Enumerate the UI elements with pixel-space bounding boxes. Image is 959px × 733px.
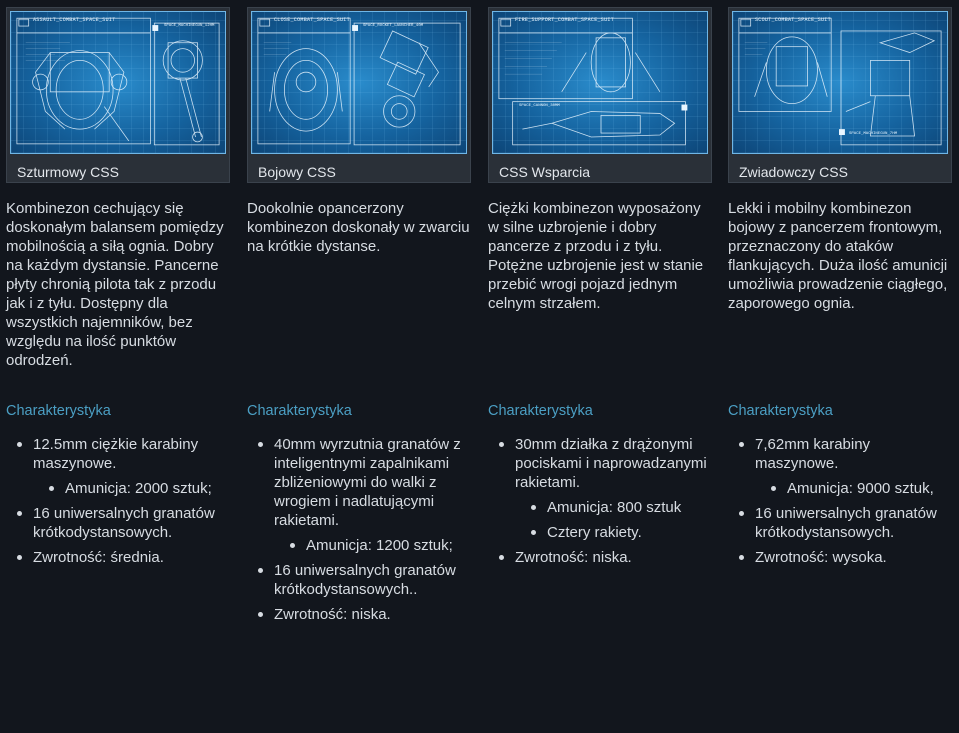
card-label: CSS Wsparcia: [499, 164, 591, 180]
feature-subitem: Amunicja: 1200 sztuk;: [306, 536, 472, 555]
feature-subitem: Amunicja: 800 sztuk: [547, 498, 713, 517]
feature-item: 40mm wyrzutnia granatów z inteligentnymi zapalnikami zbliżeniowymi do walki z wrogiem i nadlatującymi rakietami. Amunicja: 1200 sztuk;: [274, 435, 472, 555]
features-list: [6, 435, 231, 573]
suit-column-scout: [728, 7, 953, 566]
blueprint-title: CLOSE_COMBAT_SPACE_SUIT: [274, 17, 350, 23]
feature-item: Zwrotność: średnia.: [33, 548, 231, 567]
feature-item: 12.5mm ciężkie karabiny maszynowe. Amunicja: 2000 sztuk;: [33, 435, 231, 498]
features-heading: Charakterystyka: [247, 403, 352, 419]
features-heading: Charakterystyka: [6, 403, 111, 419]
blueprint-weapon-label: SPACE_CANNON_30MM: [519, 104, 560, 108]
blueprint-title: SCOUT_COMBAT_SPACE_SUIT: [755, 17, 831, 23]
feature-item: 16 uniwersalnych granatów krótkodystansowych.: [755, 504, 953, 542]
feature-item: 16 uniwersalnych granatów krótkodystansowych.: [33, 504, 231, 542]
suit-description: Ciężki kombinezon wyposażony w silne uzbrojenie i dobry pancerze z przodu i z tyłu. Potężne uzbrojenie jest w stanie przebić wrogi pojazd jednym celnym strzałem.: [488, 200, 704, 312]
features-list: [488, 435, 713, 573]
feature-subitem: Cztery rakiety.: [547, 523, 713, 542]
suit-card-assault[interactable]: [6, 7, 230, 183]
suit-column-close-combat: [247, 7, 472, 623]
feature-item: Zwrotność: niska.: [515, 548, 713, 567]
feature-item: 7,62mm karabiny maszynowe. Amunicja: 9000 sztuk,: [755, 435, 953, 498]
blueprint-image: [492, 11, 708, 154]
features-list: [247, 435, 472, 630]
suit-card-fire-support[interactable]: [488, 7, 712, 183]
features-heading: Charakterystyka: [728, 403, 833, 419]
blueprint-weapon-label: SPACE_MACHINEGUN_7HM: [849, 132, 898, 136]
blueprint-weapon-label: SPACE_MACHINEGUN_12HM: [164, 24, 215, 28]
suit-card-scout[interactable]: [728, 7, 952, 183]
blueprint-image: [732, 11, 948, 154]
card-label: Zwiadowczy CSS: [739, 164, 848, 180]
suit-card-close-combat[interactable]: [247, 7, 471, 183]
features-list: [728, 435, 953, 573]
blueprint-image: [10, 11, 226, 154]
suit-description: Lekki i mobilny kombinezon bojowy z pancerzem frontowym, przeznaczony do ataków flankujących. Duża ilość amunicji umożliwia prowadzenie ciągłego, zaporowego ognia.: [728, 200, 948, 312]
features-heading: Charakterystyka: [488, 403, 593, 419]
blueprint-title: ASSAULT_COMBAT_SPACE_SUIT: [33, 17, 116, 23]
card-label: Szturmowy CSS: [17, 164, 119, 180]
blueprint-drawing: [11, 12, 225, 153]
suit-column-assault: [6, 7, 231, 566]
blueprint-title: FIRE_SUPPORT_COMBAT_SPACE_SUIT: [515, 17, 615, 23]
blueprint-drawing: [493, 12, 707, 153]
feature-item: 16 uniwersalnych granatów krótkodystansowych..: [274, 561, 472, 599]
feature-subitem: Amunicja: 9000 sztuk,: [787, 479, 953, 498]
suit-column-fire-support: [488, 7, 713, 566]
feature-item: 30mm działka z drążonymi pociskami i naprowadzanymi rakietami. Amunicja: 800 sztuk Cztery rakiety.: [515, 435, 713, 542]
card-label: Bojowy CSS: [258, 164, 336, 180]
blueprint-drawing: [252, 12, 466, 153]
suit-description: Dookolnie opancerzony kombinezon doskonały w zwarciu na krótkie dystanse.: [247, 200, 470, 255]
feature-item: Zwrotność: wysoka.: [755, 548, 953, 567]
feature-subitem: Amunicja: 2000 sztuk;: [65, 479, 231, 498]
feature-item: Zwrotność: niska.: [274, 605, 472, 624]
suit-description: Kombinezon cechujący się doskonałym balansem pomiędzy mobilnością a siłą ognia. Dobry na każdym dystansie. Pancerne płyty chronią pilota tak z przodu jak i z tyłu. Dostępny dla wszystkich najemników, bez względu na ilość punktów odrodzeń.: [6, 200, 224, 369]
blueprint-image: [251, 11, 467, 154]
blueprint-drawing: [733, 12, 947, 153]
blueprint-weapon-label: SPACE_ROCKET_LAUNCHER_40M: [363, 24, 424, 28]
